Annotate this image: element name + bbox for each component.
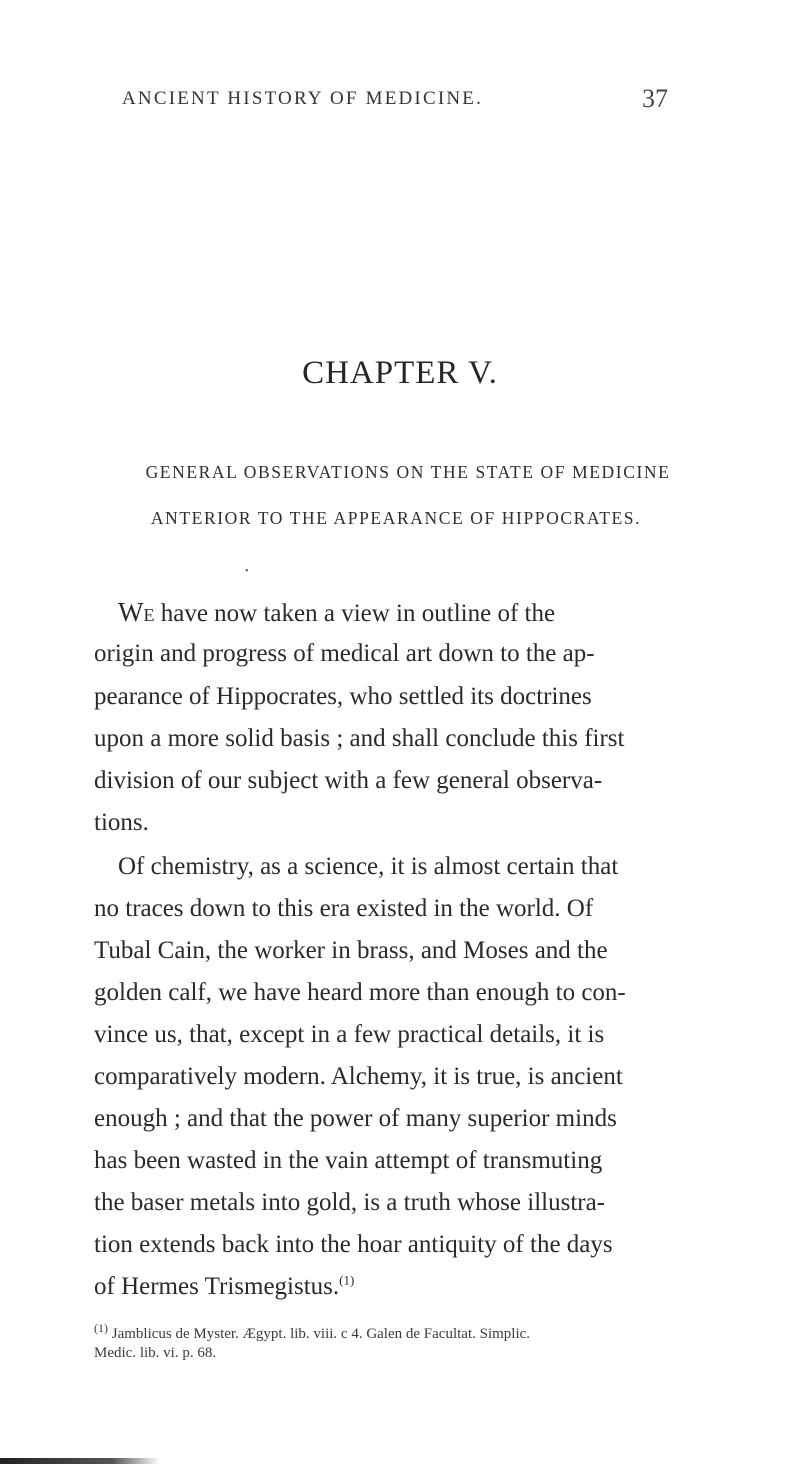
running-head (0, 84, 800, 118)
footnote-line-1 (94, 1321, 531, 1343)
drop-initial: W (118, 597, 144, 627)
chapter-subtitle-line-1: GENERAL OBSERVATIONS ON THE STATE OF MEDICINE (145, 462, 671, 482)
page-number: 37 (642, 84, 668, 113)
paragraph-2-line-4: golden calf, we have heard more than enough to con- (94, 979, 626, 1006)
chapter-title: CHAPTER V. (302, 355, 498, 391)
paragraph-1-line-2: origin and progress of medical art down to the ap- (94, 640, 595, 667)
paragraph-1-line-5: division of our subject with a few general observa- (94, 767, 603, 794)
paragraph-2-line-9: the baser metals into gold, is a truth whose illustra- (94, 1189, 606, 1216)
paragraph-2-line-5: vince us, that, except in a few practical details, it is (94, 1021, 605, 1048)
drop-word-rest: e (143, 600, 155, 627)
bottom-edge-rule (0, 1458, 160, 1464)
paragraph-2-line-7: enough ; and that the power of many superior minds (94, 1105, 617, 1132)
paragraph-2-line-2: no traces down to this era existed in the world. Of (94, 895, 594, 922)
paragraph-2-line-1: Of chemistry, as a science, it is almost certain that (118, 853, 619, 880)
paragraph-2-line-10: tion extends back into the hoar antiquity of the days (94, 1231, 613, 1258)
footnote-text-1: Jamblicus de Myster. Ægypt. lib. viii. c 4. Galen de Facultat. Simplic. (111, 1326, 531, 1342)
paragraph-2-line-11 (94, 1273, 800, 1301)
paragraph-2-last-text: of Hermes Trismegistus. (94, 1273, 340, 1300)
running-title: ANCIENT HISTORY OF MEDICINE. (122, 88, 484, 109)
footnote-line-2: Medic. lib. vi. p. 68. (94, 1345, 217, 1361)
paragraph-1-line-4: upon a more solid basis ; and shall conclude this first (94, 725, 625, 752)
paragraph-1-text: have now taken a view in outline of the (154, 600, 556, 627)
paragraph-2-line-6: comparatively modern. Alchemy, it is true, is ancient (94, 1063, 623, 1090)
ornament-dot: • (245, 566, 249, 577)
paragraph-2-line-3: Tubal Cain, the worker in brass, and Moses and the (94, 937, 608, 964)
paragraph-1-line-1 (118, 597, 800, 628)
footnote-marker: (1) (94, 1321, 108, 1335)
paragraph-2-line-8: has been wasted in the vain attempt of transmuting (94, 1147, 603, 1174)
paragraph-1-line-3: pearance of Hippocrates, who settled its doctrines (94, 683, 592, 710)
footnote-reference: (1) (339, 1272, 355, 1288)
chapter-subtitle-line-2: ANTERIOR TO THE APPEARANCE OF HIPPOCRATES. (150, 508, 642, 528)
paragraph-1-line-6: tions. (94, 809, 149, 836)
